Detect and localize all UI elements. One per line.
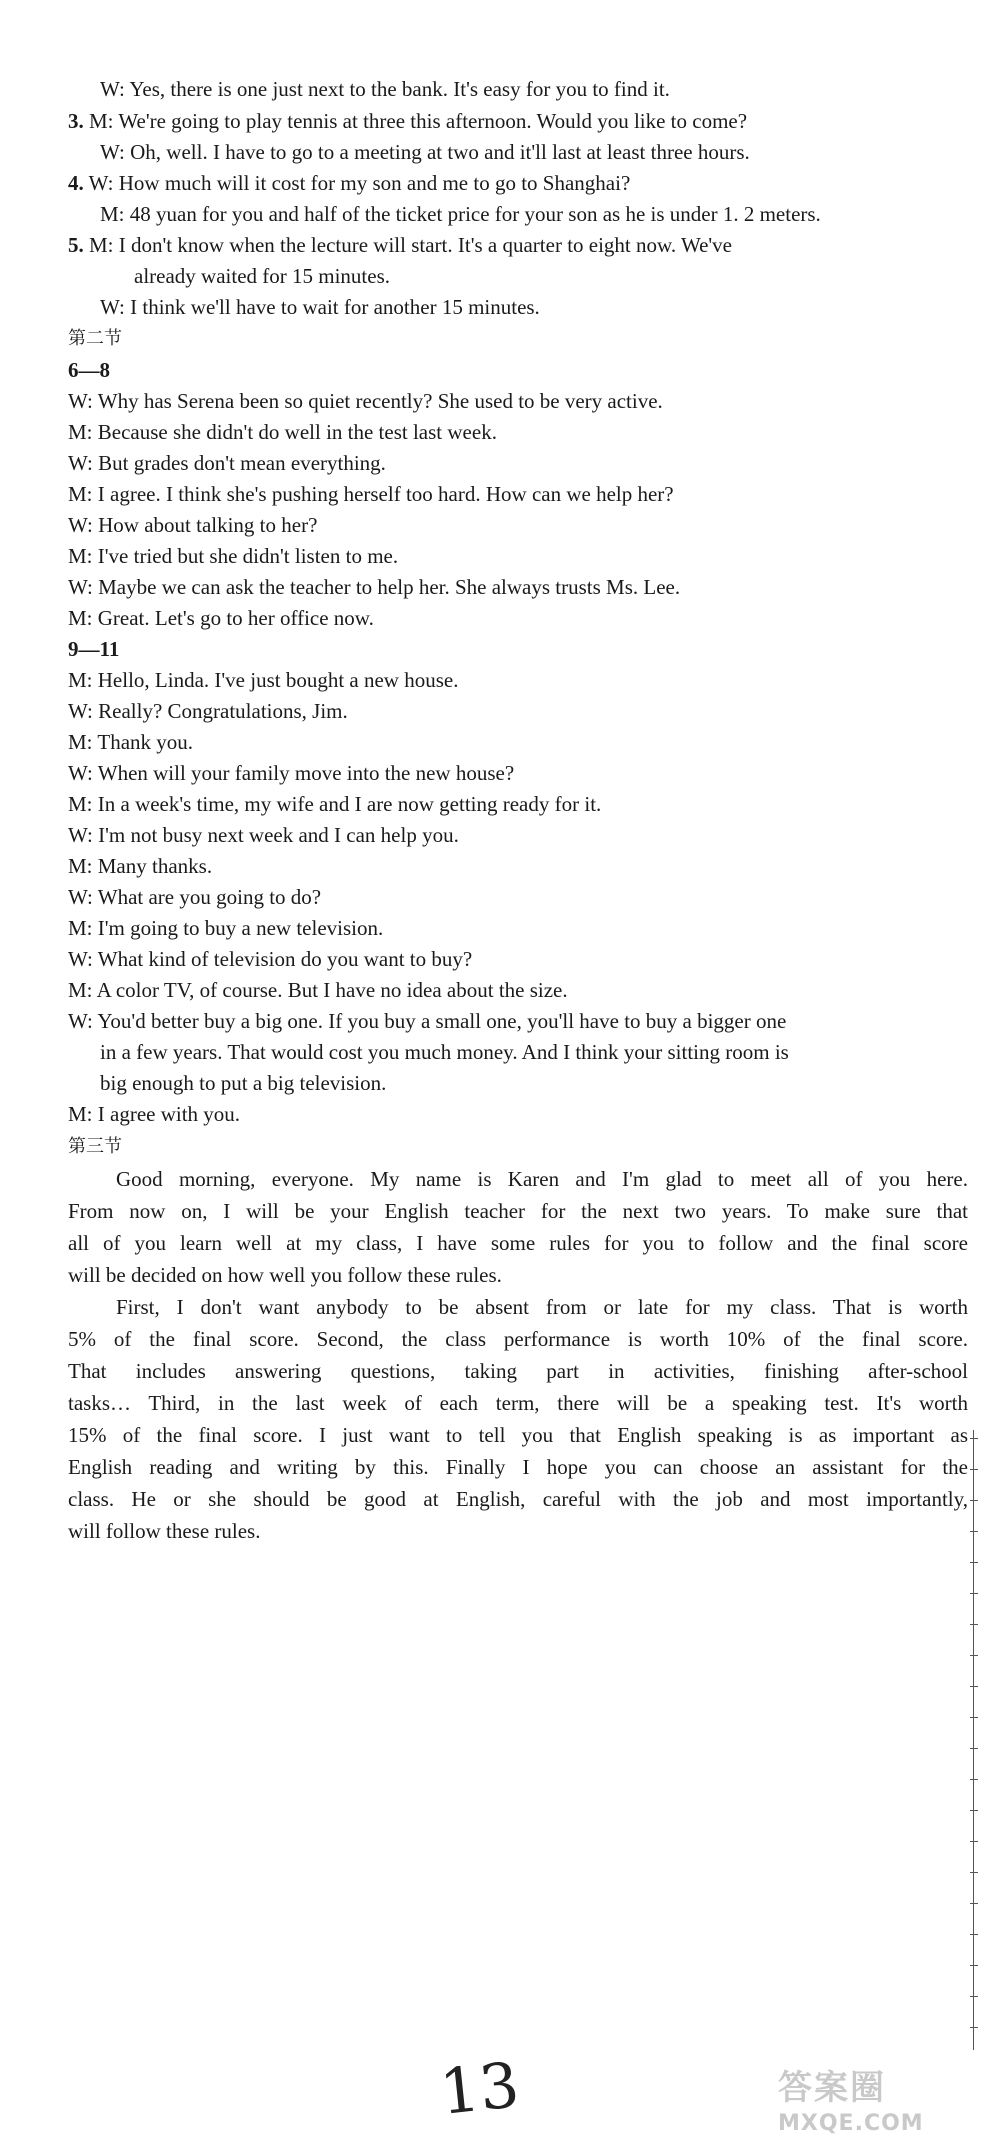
- margin-tick: [970, 1748, 978, 1749]
- passage-line: tasks… Third, in the last week of each term, there will be a speaking test. It's worth: [68, 1391, 968, 1415]
- page-number: 13: [436, 2048, 523, 2129]
- question-number: 5.: [68, 233, 84, 257]
- margin-tick: [970, 1903, 978, 1904]
- dialogue-line: M: I'm going to buy a new television.: [68, 916, 384, 940]
- section-heading: 第三节: [68, 1136, 122, 1157]
- dialogue-line: W: I think we'll have to wait for another 15 minutes.: [100, 295, 540, 319]
- passage-line: From now on, I will be your English teacher for the next two years. To make sure that: [68, 1199, 968, 1223]
- dialogue-line: M: Hello, Linda. I've just bought a new house.: [68, 668, 459, 692]
- dialogue-line: W: You'd better buy a big one. If you buy a small one, you'll have to buy a bigger one: [68, 1009, 787, 1033]
- dialogue-text: M: We're going to play tennis at three this afternoon. Would you like to come?: [89, 109, 748, 133]
- dialogue-line: W: I'm not busy next week and I can help you.: [68, 823, 459, 847]
- dialogue-line: W: But grades don't mean everything.: [68, 451, 386, 475]
- watermark-logo: [778, 2060, 998, 2140]
- question-4-w: [68, 168, 968, 198]
- passage-line: That includes answering questions, taking part in activities, finishing after-school: [68, 1359, 968, 1383]
- margin-tick: [970, 1531, 978, 1532]
- passage-line: will be decided on how well you follow these rules.: [68, 1263, 502, 1287]
- dialogue-line: M: In a week's time, my wife and I are now getting ready for it.: [68, 792, 602, 816]
- margin-tick: [970, 1624, 978, 1625]
- margin-tick: [970, 1655, 978, 1656]
- passage-line: Good morning, everyone. My name is Karen and I'm glad to meet all of you here.: [116, 1167, 968, 1191]
- margin-tick: [970, 1562, 978, 1563]
- passage-line: English reading and writing by this. Finally I hope you can choose an assistant for the: [68, 1455, 968, 1479]
- dialogue-text: W: How much will it cost for my son and me to go to Shanghai?: [88, 171, 631, 195]
- dialogue-line: W: Really? Congratulations, Jim.: [68, 699, 348, 723]
- dialogue-line: W: Why has Serena been so quiet recently? She used to be very active.: [68, 389, 663, 413]
- dialogue-line: W: What kind of television do you want to buy?: [68, 947, 473, 971]
- passage-line: all of you learn well at my class, I have some rules for you to follow and the final score: [68, 1231, 968, 1255]
- dialogue-line: M: Thank you.: [68, 730, 194, 754]
- binding-margin-rule: [973, 1430, 974, 2050]
- margin-tick: [970, 1841, 978, 1842]
- dialogue-line: M: Because she didn't do well in the test last week.: [68, 420, 497, 444]
- dialogue-line: M: A color TV, of course. But I have no idea about the size.: [68, 978, 568, 1002]
- dialogue-line: M: I agree. I think she's pushing herself too hard. How can we help her?: [68, 482, 674, 506]
- question-3-m: [68, 106, 968, 136]
- question-number: 4.: [68, 171, 84, 195]
- dialogue-line: M: 48 yuan for you and half of the ticket price for your son as he is under 1. 2 meters.: [100, 202, 821, 226]
- dialogue-line: M: I agree with you.: [68, 1102, 241, 1126]
- margin-tick: [970, 1438, 978, 1439]
- dialogue-line: W: How about talking to her?: [68, 513, 318, 537]
- margin-tick: [970, 1469, 978, 1470]
- dialogue-line: M: I've tried but she didn't listen to me.: [68, 544, 399, 568]
- margin-tick: [970, 1779, 978, 1780]
- margin-tick: [970, 1810, 978, 1811]
- dialogue-line: M: Many thanks.: [68, 854, 213, 878]
- dialogue-line: M: Great. Let's go to her office now.: [68, 606, 374, 630]
- passage-line: class. He or she should be good at English, careful with the job and most importantly,: [68, 1487, 968, 1511]
- question-number: 3.: [68, 109, 84, 133]
- group-label: 6—8: [68, 358, 110, 382]
- group-label: 9—11: [68, 637, 120, 661]
- dialogue-text: M: I don't know when the lecture will start. It's a quarter to eight now. We've: [89, 233, 733, 257]
- question-5-m: [68, 230, 968, 260]
- watermark-url: MXQE.COM: [778, 2111, 924, 2136]
- dialogue-line: W: What are you going to do?: [68, 885, 322, 909]
- margin-tick: [970, 2027, 978, 2028]
- margin-tick: [970, 1965, 978, 1966]
- dialogue-line-continued: big enough to put a big television.: [100, 1071, 387, 1095]
- watermark-text: 答案圈: [778, 2068, 886, 2108]
- margin-tick: [970, 1934, 978, 1935]
- margin-tick: [970, 1996, 978, 1997]
- dialogue-line-continued: already waited for 15 minutes.: [134, 264, 390, 288]
- dialogue-line: W: Yes, there is one just next to the bank. It's easy for you to find it.: [100, 77, 670, 101]
- passage-line: 15% of the final score. I just want to tell you that English speaking is as important as: [68, 1423, 968, 1447]
- passage-line: 5% of the final score. Second, the class performance is worth 10% of the final score.: [68, 1327, 968, 1351]
- dialogue-line: W: Maybe we can ask the teacher to help her. She always trusts Ms. Lee.: [68, 575, 681, 599]
- margin-tick: [970, 1872, 978, 1873]
- dialogue-line-continued: in a few years. That would cost you much money. And I think your sitting room is: [100, 1040, 789, 1064]
- passage-line: will follow these rules.: [68, 1519, 261, 1543]
- passage-line: First, I don't want anybody to be absent from or late for my class. That is worth: [116, 1295, 968, 1319]
- dialogue-line: W: Oh, well. I have to go to a meeting at two and it'll last at least three hours.: [100, 140, 750, 164]
- section-heading: 第二节: [68, 328, 122, 349]
- dialogue-line: W: When will your family move into the new house?: [68, 761, 515, 785]
- margin-tick: [970, 1593, 978, 1594]
- margin-tick: [970, 1717, 978, 1718]
- margin-tick: [970, 1686, 978, 1687]
- margin-tick: [970, 1500, 978, 1501]
